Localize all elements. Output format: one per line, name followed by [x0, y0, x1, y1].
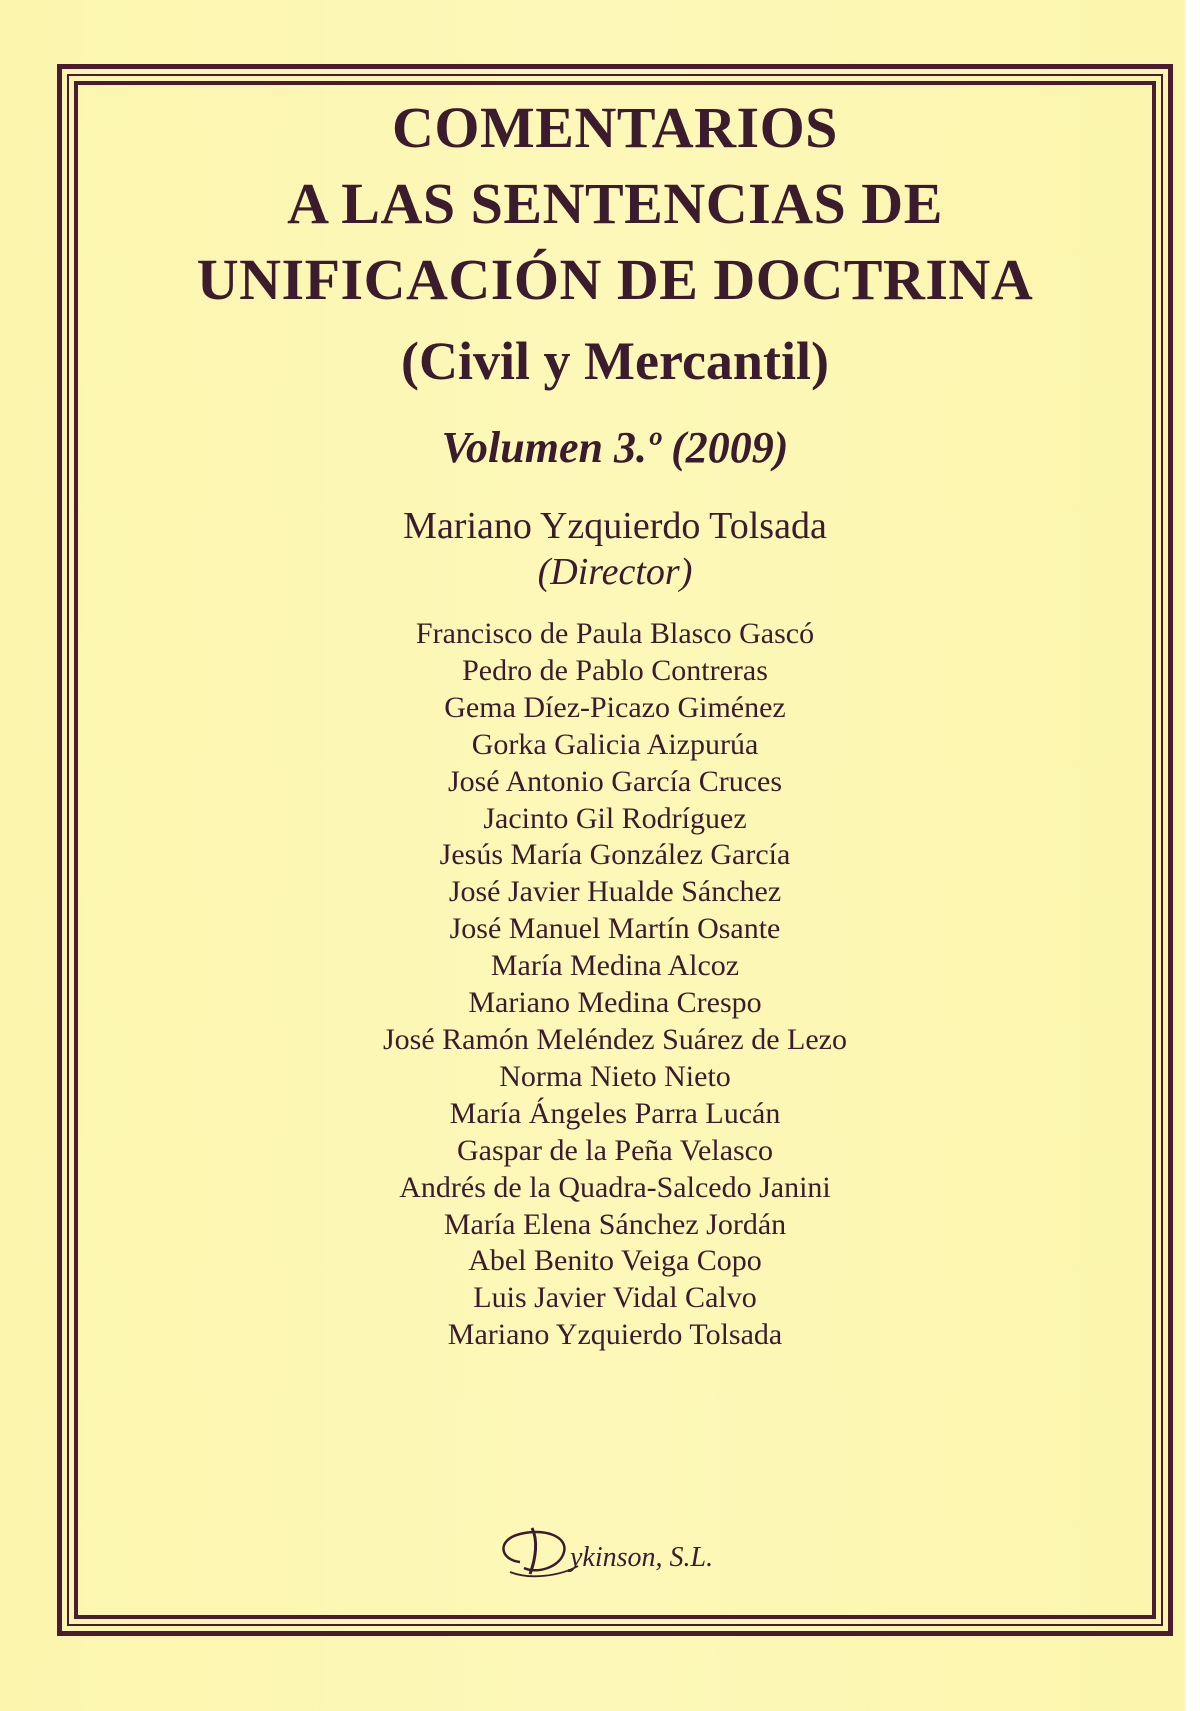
title-line: UNIFICACIÓN DE DOCTRINA [196, 247, 1034, 312]
book-subtitle: (Civil y Mercantil) [401, 331, 829, 391]
volume-label: Volumen 3.º (2009) [441, 423, 789, 472]
author-name: José Javier Hualde Sánchez [448, 875, 782, 909]
authors-list [80, 616, 1150, 1354]
author-name: Mariano Yzquierdo Tolsada [447, 1318, 783, 1352]
author-name: María Ángeles Parra Lucán [449, 1096, 781, 1130]
cover-content [80, 90, 1150, 1354]
book-title [80, 90, 1150, 318]
author-name: Francisco de Paula Blasco Gascó [415, 617, 815, 650]
author-name: Abel Benito Veiga Copo [468, 1244, 762, 1278]
title-line: COMENTARIOS [392, 95, 838, 160]
director-name: Mariano Yzquierdo Tolsada [403, 505, 827, 547]
author-name: Andrés de la Quadra-Salcedo Janini [399, 1170, 831, 1204]
author-name: Jesús María González García [439, 838, 791, 872]
publisher-logo [490, 1510, 750, 1590]
author-name: José Ramón Meléndez Suárez de Lezo [383, 1022, 847, 1056]
author-name: Gorka Galicia Aizpurúa [471, 727, 759, 761]
author-name: José Antonio García Cruces [447, 764, 783, 798]
author-name: Norma Nieto Nieto [499, 1059, 731, 1093]
author-name: Luis Javier Vidal Calvo [473, 1281, 757, 1315]
director-role: (Director) [537, 551, 693, 593]
author-name: Gaspar de la Peña Velasco [457, 1133, 773, 1167]
author-name: María Elena Sánchez Jordán [443, 1207, 787, 1241]
author-name: Mariano Medina Crespo [468, 986, 762, 1020]
page-edge [1185, 0, 1200, 1711]
title-line: A LAS SENTENCIAS DE [287, 171, 943, 236]
author-name: María Medina Alcoz [490, 949, 740, 983]
publisher-logo-mark [490, 1510, 750, 1590]
author-name: José Manuel Martín Osante [449, 912, 781, 946]
author-name: Jacinto Gil Rodríguez [483, 801, 747, 835]
author-name: Pedro de Pablo Contreras [462, 653, 768, 687]
publisher-name: ykinson, S.L. [570, 1542, 714, 1573]
author-name: Gema Díez-Picazo Giménez [444, 690, 786, 724]
